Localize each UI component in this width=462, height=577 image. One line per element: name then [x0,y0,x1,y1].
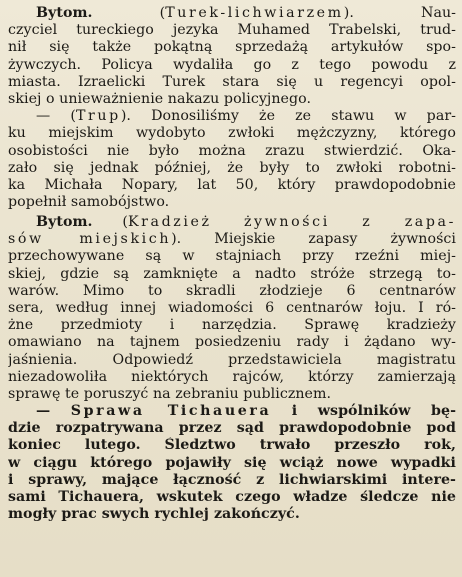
text-run: dzie rozpatrywana przez sąd prawdopodobnie pod [8,420,456,437]
text-line [8,160,456,177]
text-run: niezadowoliła niektórych rajców, którzy zamierzają [8,368,456,385]
text-line [8,369,456,386]
text-line [8,472,456,489]
spaced-subtitle: Trup [75,108,121,125]
text-run: zało się jednak później, że były to zwłoki robotni- [8,159,456,176]
text-line [8,455,456,472]
text-line [8,300,456,317]
text-line [8,177,456,194]
text-run: żne przedmioty i narzędzia. Sprawę kradzieży [8,317,456,334]
text-run: ( [92,5,166,21]
text-line [8,386,456,403]
text-run: w ciągu którego pojawiły się wciąż nowe wypadki [8,454,456,471]
text-run: ( [92,214,128,230]
text-run: — ( [36,108,76,125]
text-run: i sprawy, mające łączność z lichwiarskimi intere- [8,471,456,488]
text-line [8,74,456,91]
text-line [8,420,456,437]
text-line [8,317,456,334]
article-heading: Bytom. [36,214,93,230]
text-line [8,352,456,369]
spaced-subtitle: sów miejskich [8,231,172,248]
text-run: koniec lutego. Śledztwo trwało przeszło rok, [8,437,456,454]
text-run: osobistości nie było można zrazu stwierdzić. Oka- [8,142,456,159]
text-line [8,194,456,211]
text-run: nił się także pokątną sprzedażą artykułów spo- [8,39,456,56]
text-line [8,403,456,420]
text-line [8,506,456,523]
text-line [8,489,456,506]
text-line [8,57,456,74]
text-run: popełnił samobójstwo. [8,194,170,211]
text-line [8,91,456,108]
text-line [8,22,456,39]
text-run: i wspólników bę- [271,403,456,420]
article-bytom-kradziez [8,214,456,523]
text-line [8,266,456,283]
text-line [8,143,456,160]
text-line [8,283,456,300]
spaced-subtitle: Sprawa Tichauera [70,403,272,420]
text-run: miasta. Izraelicki Turek stara się u regencyi opol- [8,73,456,90]
text-run: skiej o unieważnienie nakazu policyjnego. [8,90,312,107]
text-line [8,108,456,125]
text-run: ). Miejskie zapasy żywności [171,231,456,248]
text-run: przechowywane są w stajniach przy rzeźni miej- [8,248,456,265]
article-bytom-turek [8,5,456,211]
text-run: żywczych. Policya wydaliła go z tego powodu z [8,56,456,73]
text-run: skiej, gdzie są zamknięte a nadto stróże strzegą to- [8,265,456,282]
text-line [8,231,456,248]
text-run: ku miejskim wydobyto zwłoki mężczyzny, którego [8,125,456,142]
text-run: warów. Mimo to skradli złodzieje 6 centnarów [8,282,456,299]
text-line [8,248,456,265]
text-line [8,214,456,231]
text-run: czyciel tureckiego jezyka Muhamed Trabelski, trud- [8,22,456,39]
text-run: sera, według innej wiadomości 6 centnarów łoju. I ró- [8,299,456,316]
text-line [8,437,456,454]
text-run: ). Donosiliśmy że ze stawu w par- [120,108,456,125]
text-line [8,334,456,351]
text-line [8,5,456,22]
text-line [8,39,456,56]
text-run: mogły prac swych rychlej zakończyć. [8,506,300,523]
text-run: jaśnienia. Odpowiedź przedstawiciela magistratu [8,351,456,368]
text-run: sprawę te poruszyć na zebraniu publicznem. [8,385,332,402]
spaced-subtitle: Turek-lichwiarzem [165,5,344,21]
spaced-subtitle: Kradzież żywności z zapa- [127,214,456,230]
text-run: omawiano na tajnem posiedzeniu rady i żądano wy- [8,334,456,351]
text-run: sami Tichauera, wskutek czego władze śledcze nie [8,489,456,505]
article-heading: Bytom. [36,5,93,21]
text-run: ka Michała Nopary, lat 50, który prawdopodobnie [8,176,456,193]
text-run: ). Nau- [343,5,456,21]
text-run: — [36,403,71,420]
text-line [8,125,456,142]
